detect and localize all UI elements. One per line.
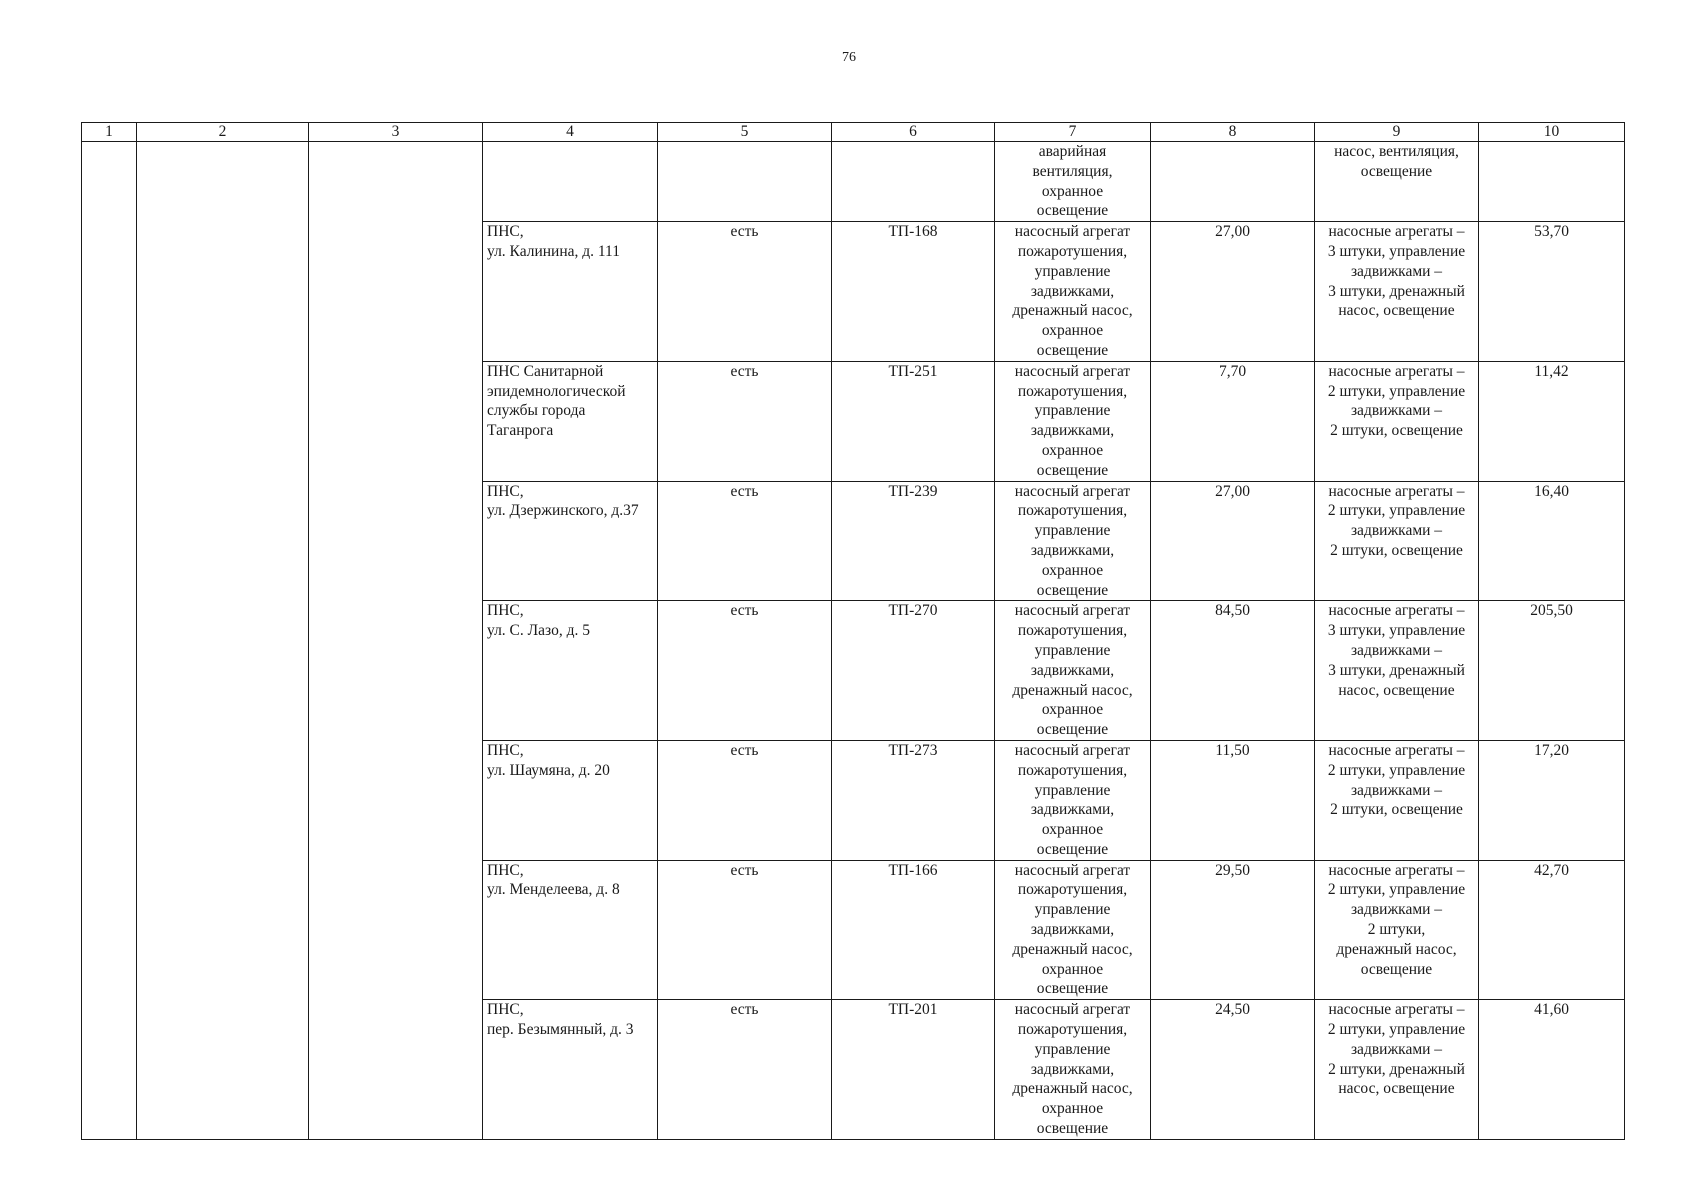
cell-consumers: насос, вентиляция, освещение	[1315, 142, 1479, 222]
header-col-8: 8	[1151, 123, 1315, 142]
cell-object: ПНС, ул. С. Лазо, д. 5	[483, 601, 658, 741]
cell-equipment: насосный агрегат пожаротушения, управление задвижками, дренажный насос, охранное освещение	[995, 860, 1151, 1000]
header-col-1: 1	[82, 123, 137, 142]
cell-availability: есть	[658, 860, 832, 1000]
cell-substation: ТП-273	[832, 740, 995, 860]
cell-availability: есть	[658, 1000, 832, 1140]
cell-object: ПНС, ул. Дзержинского, д.37	[483, 481, 658, 601]
header-col-5: 5	[658, 123, 832, 142]
merged-cell-col-3	[309, 142, 483, 1140]
cell-equipment: насосный агрегат пожаротушения, управление задвижками, дренажный насос, охранное освещение	[995, 1000, 1151, 1140]
cell-consumers: насосные агрегаты – 3 штуки, управление задвижками – 3 штуки, дренажный насос, освещение	[1315, 222, 1479, 362]
header-col-7: 7	[995, 123, 1151, 142]
cell-value10: 205,50	[1479, 601, 1625, 741]
cell-value8	[1151, 142, 1315, 222]
cell-object	[483, 142, 658, 222]
cell-value8: 7,70	[1151, 361, 1315, 481]
cell-equipment: насосный агрегат пожаротушения, управление задвижками, охранное освещение	[995, 740, 1151, 860]
cell-consumers: насосные агрегаты – 2 штуки, управление задвижками – 2 штуки, дренажный насос, освещение	[1315, 860, 1479, 1000]
cell-value10: 11,42	[1479, 361, 1625, 481]
equipment-table	[81, 122, 1625, 1140]
cell-object: ПНС Санитарной эпидемнологической службы города Таганрога	[483, 361, 658, 481]
cell-availability: есть	[658, 740, 832, 860]
cell-substation: ТП-168	[832, 222, 995, 362]
merged-cell-col-2	[137, 142, 309, 1140]
cell-value10: 42,70	[1479, 860, 1625, 1000]
cell-substation: ТП-166	[832, 860, 995, 1000]
cell-value10: 16,40	[1479, 481, 1625, 601]
cell-substation: ТП-251	[832, 361, 995, 481]
header-col-2: 2	[137, 123, 309, 142]
cell-consumers: насосные агрегаты – 2 штуки, управление задвижками – 2 штуки, освещение	[1315, 361, 1479, 481]
cell-value8: 27,00	[1151, 481, 1315, 601]
cell-substation: ТП-239	[832, 481, 995, 601]
cell-equipment: аварийная вентиляция, охранное освещение	[995, 142, 1151, 222]
cell-value8: 84,50	[1151, 601, 1315, 741]
cell-equipment: насосный агрегат пожаротушения, управление задвижками, дренажный насос, охранное освещение	[995, 222, 1151, 362]
cell-object: ПНС, ул. Шаумяна, д. 20	[483, 740, 658, 860]
table-row-continuation	[82, 142, 1625, 222]
cell-value10: 41,60	[1479, 1000, 1625, 1140]
cell-equipment: насосный агрегат пожаротушения, управление задвижками, охранное освещение	[995, 481, 1151, 601]
cell-equipment: насосный агрегат пожаротушения, управление задвижками, охранное освещение	[995, 361, 1151, 481]
header-row	[82, 123, 1625, 142]
cell-equipment: насосный агрегат пожаротушения, управление задвижками, дренажный насос, охранное освещение	[995, 601, 1151, 741]
header-col-3: 3	[309, 123, 483, 142]
cell-value10: 17,20	[1479, 740, 1625, 860]
cell-value8: 29,50	[1151, 860, 1315, 1000]
cell-consumers: насосные агрегаты – 2 штуки, управление задвижками – 2 штуки, освещение	[1315, 740, 1479, 860]
cell-value10: 53,70	[1479, 222, 1625, 362]
cell-substation	[832, 142, 995, 222]
merged-cell-col-1	[82, 142, 137, 1140]
header-col-9: 9	[1315, 123, 1479, 142]
cell-object: ПНС, ул. Менделеева, д. 8	[483, 860, 658, 1000]
cell-substation: ТП-270	[832, 601, 995, 741]
header-col-4: 4	[483, 123, 658, 142]
cell-availability: есть	[658, 601, 832, 741]
cell-substation: ТП-201	[832, 1000, 995, 1140]
cell-availability	[658, 142, 832, 222]
cell-availability: есть	[658, 222, 832, 362]
cell-consumers: насосные агрегаты – 2 штуки, управление задвижками – 2 штуки, дренажный насос, освещение	[1315, 1000, 1479, 1140]
cell-value8: 24,50	[1151, 1000, 1315, 1140]
cell-consumers: насосные агрегаты – 2 штуки, управление задвижками – 2 штуки, освещение	[1315, 481, 1479, 601]
page-number: 76	[842, 50, 856, 65]
cell-consumers: насосные агрегаты – 3 штуки, управление задвижками – 3 штуки, дренажный насос, освещение	[1315, 601, 1479, 741]
cell-value8: 11,50	[1151, 740, 1315, 860]
cell-value10	[1479, 142, 1625, 222]
cell-availability: есть	[658, 361, 832, 481]
header-col-10: 10	[1479, 123, 1625, 142]
cell-value8: 27,00	[1151, 222, 1315, 362]
header-col-6: 6	[832, 123, 995, 142]
cell-availability: есть	[658, 481, 832, 601]
cell-object: ПНС, пер. Безымянный, д. 3	[483, 1000, 658, 1140]
cell-object: ПНС, ул. Калинина, д. 111	[483, 222, 658, 362]
